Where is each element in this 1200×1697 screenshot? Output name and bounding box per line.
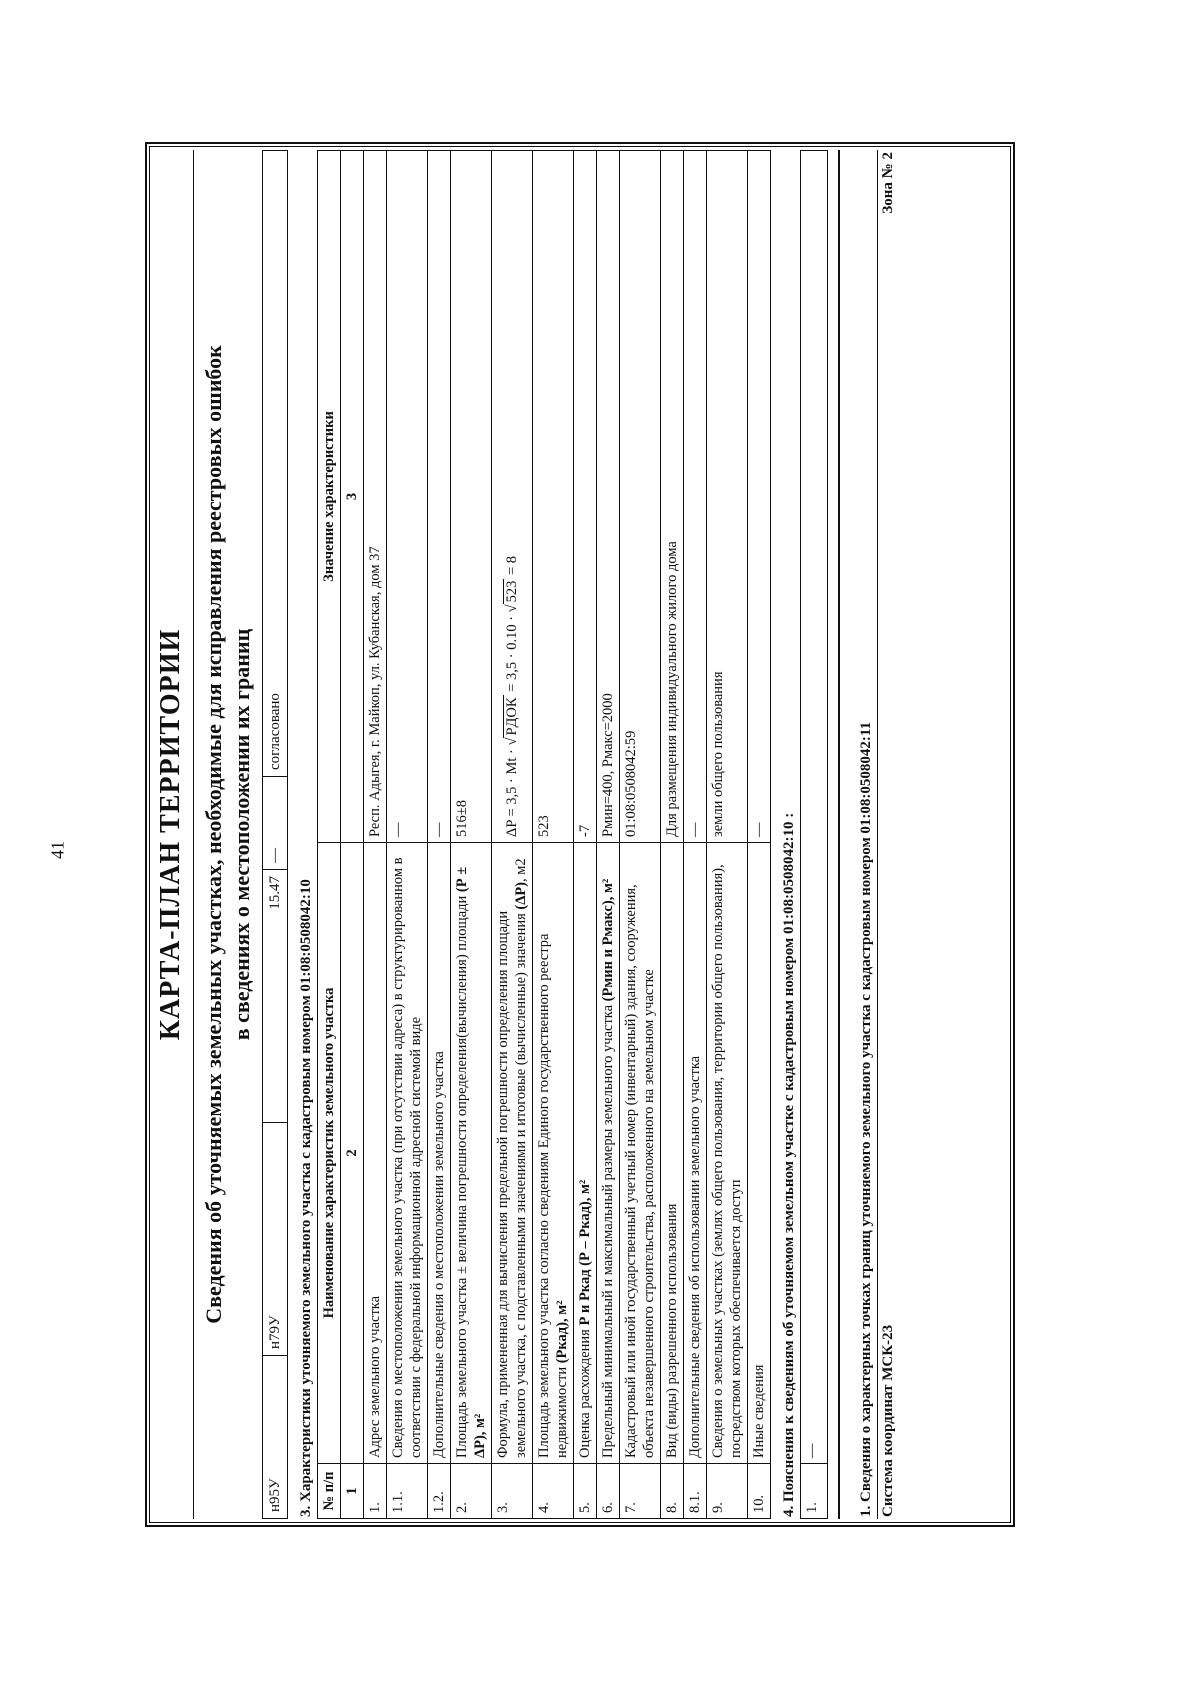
coordinate-system: Система координат МСК-23 [880, 1324, 896, 1517]
point-from: н95У [263, 1356, 288, 1519]
table-header-row [318, 151, 341, 1519]
row-name: Дополнительные сведения о местоположении земельного участка [428, 843, 451, 1464]
col-header-value: Значение характеристики [318, 151, 341, 843]
row-num: 1.1. [387, 1464, 428, 1519]
row-name: Сведения о земельных участках (землях общего пользования, территории общего пользования), посредством которых обеспечивается доступ [707, 843, 748, 1464]
row-num: 2. [451, 1464, 492, 1519]
row-name: Вид (виды) разрешенного использования [661, 843, 684, 1464]
subtitle [200, 150, 256, 1519]
segment-status: согласовано [263, 151, 288, 777]
row-value: — [428, 151, 451, 843]
table-row [263, 151, 288, 1519]
row-name: Площадь земельного участка ± величина погрешности определения(вычисления) площади (Р ± ΔР), м² [451, 843, 492, 1464]
row-value: — [748, 151, 771, 843]
map-plan-sheet [145, 142, 1015, 1527]
row-name: Оценка расхождения Р и Ркад (Р – Ркад), м² [574, 843, 597, 1464]
row-name: Иные сведения [748, 843, 771, 1464]
table-row [661, 151, 684, 1519]
row-value: 01:08:0508042:59 [620, 151, 661, 843]
row-name: Адрес земельного участка [364, 843, 387, 1464]
table-row [748, 151, 771, 1519]
row-num: 1. [801, 1464, 828, 1519]
area-error-formula: ΔP = 3,5 · Mt · √PДОК = 3,5 · 0.10 · √523 = 8 [492, 151, 533, 843]
boundary-segment-table [262, 150, 288, 1519]
row-name: Формула, примененная для вычисления предельной погрешности определения площади земельного участка, с подставленными значениями и итоговые (вычисленные) значения (ΔР), м2 [492, 843, 533, 1464]
coordinate-system-row [877, 150, 899, 1519]
table-row [574, 151, 597, 1519]
row-value: земли общего пользования [707, 151, 748, 843]
subtitle-line-1: Сведения об уточняемых земельных участках, необходимые для исправления реестровых ошибок [201, 345, 226, 1324]
row-name: Кадастровый или иной государственный учетный номер (инвентарный) здания, сооружения, объекта незавершенного строительства, расположенного на земельном участке [620, 843, 661, 1464]
row-num: 7. [620, 1464, 661, 1519]
row-value: — [387, 151, 428, 843]
table-row [684, 151, 707, 1519]
table-row [707, 151, 748, 1519]
row-name: Предельный минимальный и максимальный размеры земельного участка (Рмин и Рмакс), м² [597, 843, 620, 1464]
rotated-page [145, 142, 1015, 1527]
subtitle-line-2: в сведениях о местоположении их границ [229, 628, 254, 1041]
row-num: 1.2. [428, 1464, 451, 1519]
explanations-table [800, 150, 828, 1519]
row-num: 8.1. [684, 1464, 707, 1519]
point-to: н79У [263, 1123, 288, 1356]
row-value: Рмин=400, Рмакс=2000 [597, 151, 620, 843]
table-row [620, 151, 661, 1519]
table-row [801, 151, 828, 1519]
row-num: 4. [533, 1464, 574, 1519]
page-number: 41 [47, 841, 68, 859]
table-row [428, 151, 451, 1519]
zone: Зона № 2 [880, 152, 896, 214]
row-num: 3. [492, 1464, 533, 1519]
table-row [597, 151, 620, 1519]
row-value: -7 [574, 151, 597, 843]
section3-heading: 3. Характеристики уточняемого земельного участка с кадастровым номером 01:08:0508042:10 [298, 879, 314, 1517]
row-num: 1. [364, 1464, 387, 1519]
row-num: 6. [597, 1464, 620, 1519]
section4-heading: 4. Пояснения к сведениям об уточняемом земельном участке с кадастровым номером 01:08:0508042:10 : [781, 812, 797, 1517]
row-num: 5. [574, 1464, 597, 1519]
row-value: 516±8 [451, 151, 492, 843]
table-row [451, 151, 492, 1519]
row-value: 523 [533, 151, 574, 843]
characteristics-table [317, 150, 771, 1519]
row-value: Для размещения индивидуального жилого дома [661, 151, 684, 843]
row-num: 10. [748, 1464, 771, 1519]
col-header-num: № п/п [318, 1464, 341, 1519]
segment-length: 15.47 [263, 870, 288, 1123]
table-row [364, 151, 387, 1519]
table-row [492, 151, 533, 1519]
col-number: 1 [341, 1464, 364, 1519]
row-value: — [684, 151, 707, 843]
col-number: 2 [341, 843, 364, 1464]
segment-dash: — [263, 777, 288, 870]
table-row [387, 151, 428, 1519]
row-value: — [801, 151, 828, 1464]
section1-heading: 1. Сведения о характерных точках границ уточняемого земельного участка с кадастровым номером 01:08:0508042:11 [838, 150, 877, 1519]
page-title: КАРТА-ПЛАН ТЕРРИТОРИИ [155, 150, 194, 1519]
row-value: Респ. Адыгея, г. Майкоп, ул. Кубанская, дом 37 [364, 151, 387, 843]
row-name: Площадь земельного участка согласно сведениям Единого государственного реестра недвижимости (Ркад), м² [533, 843, 574, 1464]
col-header-name: Наименование характеристик земельного участка [318, 843, 341, 1464]
col-number-row [341, 151, 364, 1519]
row-name: Дополнительные сведения об использовании земельного участка [684, 843, 707, 1464]
row-num: 8. [661, 1464, 684, 1519]
table-row [533, 151, 574, 1519]
row-name: Сведения о местоположении земельного участка (при отсутствии адреса) в структурированном в соответствии с федеральной информационной адресной системой виде [387, 843, 428, 1464]
row-num: 9. [707, 1464, 748, 1519]
col-number: 3 [341, 151, 364, 843]
